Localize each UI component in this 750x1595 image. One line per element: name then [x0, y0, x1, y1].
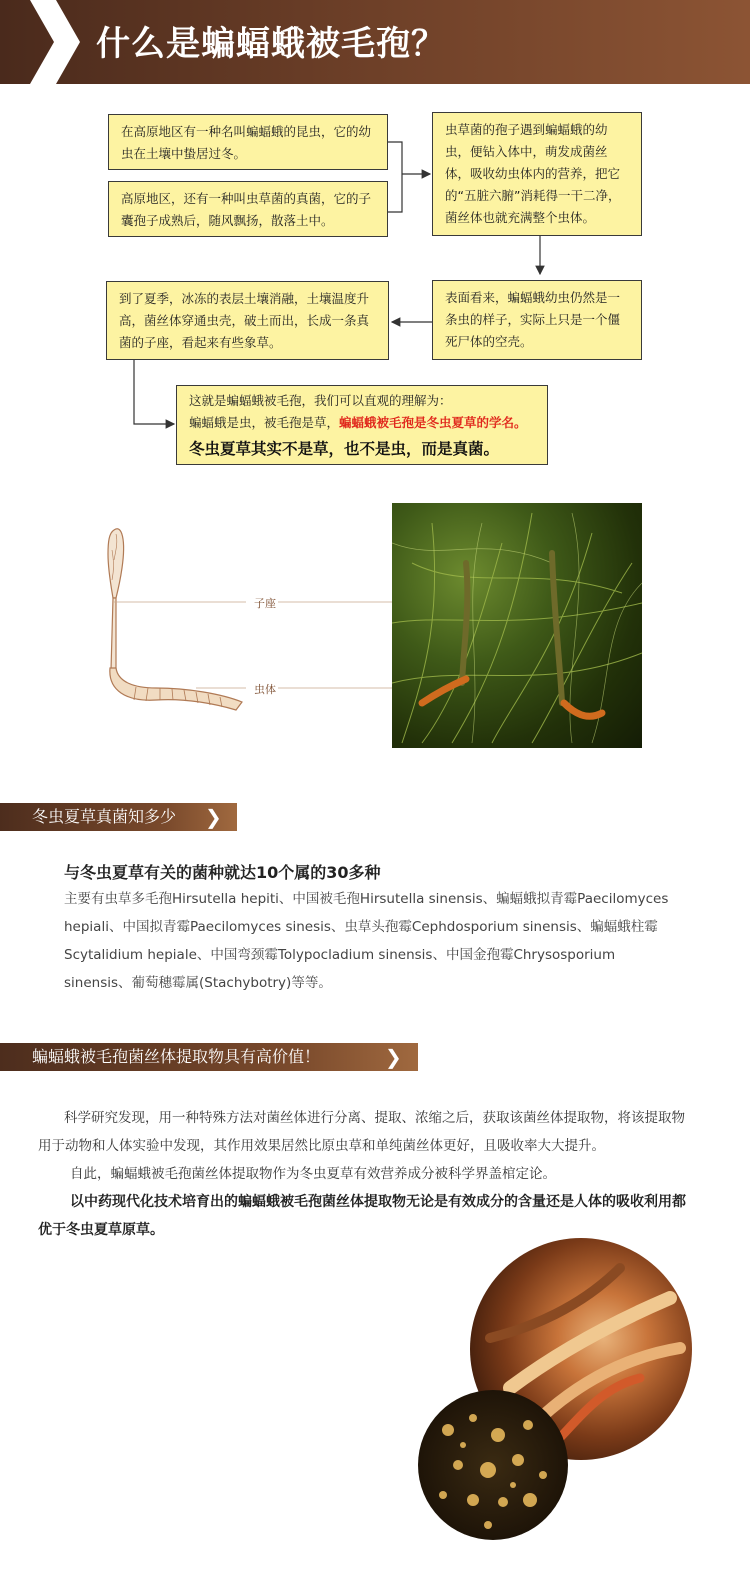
flow-box-6-conclusion: 冬虫夏草其实不是草，也不是虫，而是真菌。 — [189, 440, 500, 458]
section-bar-extract — [0, 1043, 418, 1071]
flow-box-5 — [106, 281, 389, 360]
flow-box-1-text: 在高原地区有一种名叫蝙蝠蛾的昆虫，它的幼虫在土壤中蛰居过冬。 — [121, 124, 372, 161]
flow-box-5-text: 到了夏季，冰冻的表层土壤消融，土壤温度升高，菌丝体穿通虫壳，破土而出，长成一条真菌的子座，看起来有些象草。 — [119, 291, 370, 350]
section2-paragraph-2 — [38, 1160, 698, 1188]
section-bar-fungi — [0, 803, 237, 831]
section2-paragraph-1 — [38, 1104, 698, 1160]
section2-paragraph-3-text: 以中药现代化技术培育出的蝙蝠蛾被毛孢菌丝体提取物无论是有效成分的含量还是人体的吸收利用都优于冬虫夏草原草。 — [38, 1194, 686, 1238]
chevron-right-icon: ❯ — [205, 805, 222, 829]
flow-box-3-text: 虫草菌的孢子遇到蝙蝠蛾的幼虫，便钻入体中，萌发成菌丝体，吸收幼虫体内的营养，把它的“五脏六腑”消耗得一干二净，菌丝体也就充满整个虫体。 — [445, 122, 621, 225]
bokeh-lights-art — [418, 1390, 568, 1540]
section1-heading: 与冬虫夏草有关的菌种就达10个属的30多种 — [64, 863, 381, 882]
flow-box-1 — [108, 114, 388, 170]
section2-paragraph-2-text: 自此，蝙蝠蛾被毛孢菌丝体提取物作为冬虫夏草有效营养成分被科学界盖棺定论。 — [70, 1166, 556, 1182]
flow-box-2 — [108, 181, 388, 237]
cordyceps-photo — [392, 503, 642, 748]
flow-box-4-text: 表面看来，蝙蝠蛾幼虫仍然是一条虫的样子，实际上只是一个僵死尸体的空壳。 — [445, 290, 621, 349]
flow-box-6-line2 — [189, 412, 535, 434]
chevron-right-icon: ❯ — [385, 1045, 402, 1069]
flow-box-3 — [432, 112, 642, 236]
grass-photo-art — [392, 503, 642, 748]
label-stroma: 子座 — [254, 597, 276, 610]
section2-paragraph-1-text: 科学研究发现，用一种特殊方法对菌丝体进行分离、提取、浓缩之后，获取该菌丝体提取物，将该提取物用于动物和人体实验中发现，其作用效果居然比原虫草和单纯菌丝体更好，且吸收率大大提升。 — [38, 1110, 685, 1154]
flow-box-4 — [432, 280, 642, 360]
page-title: 什么是蝙蝠蛾被毛孢？ — [96, 24, 446, 64]
section1-paragraph: 主要有虫草多毛孢Hirsutella hepiti、中国被毛孢Hirsutella sinensis、蝙蝠蛾拟青霉Paecilomyces hepiali、中国拟青霉Paecilomyces sinesis、虫草头孢霉Cephdosporium sinensis、蝙蝠蛾柱霉Scytalidium hepiale、中国弯颈霉Tolypocladium sinensis、中国金孢霉Chrysosporium sinensis、葡萄穗霉属(Stachybotry)等等。 — [64, 891, 669, 991]
flow-box-6-line1: 这就是蝙蝠蛾被毛孢，我们可以直观的理解为： — [189, 393, 452, 408]
flow-box-2-text: 高原地区，还有一种叫虫草菌的真菌，它的子囊孢子成熟后，随风飘扬，散落土中。 — [121, 191, 372, 228]
flow-box-6-line2-text: 蝙蝠蛾是虫，被毛孢是草， — [189, 415, 340, 430]
section-bar-extract-title: 蝙蝠蛾被毛孢菌丝体提取物具有高价值！ — [32, 1047, 321, 1066]
flow-box-6 — [176, 385, 548, 465]
bokeh-circle-photo — [418, 1390, 568, 1540]
cordyceps-illustration — [96, 520, 396, 730]
label-insect-body: 虫体 — [254, 683, 276, 696]
section2-paragraph-3 — [38, 1188, 698, 1244]
flow-box-6-red-text: 蝙蝠蛾被毛孢是冬虫夏草的学名。 — [339, 415, 527, 430]
section-bar-fungi-title: 冬虫夏草真菌知多少 — [32, 807, 177, 826]
